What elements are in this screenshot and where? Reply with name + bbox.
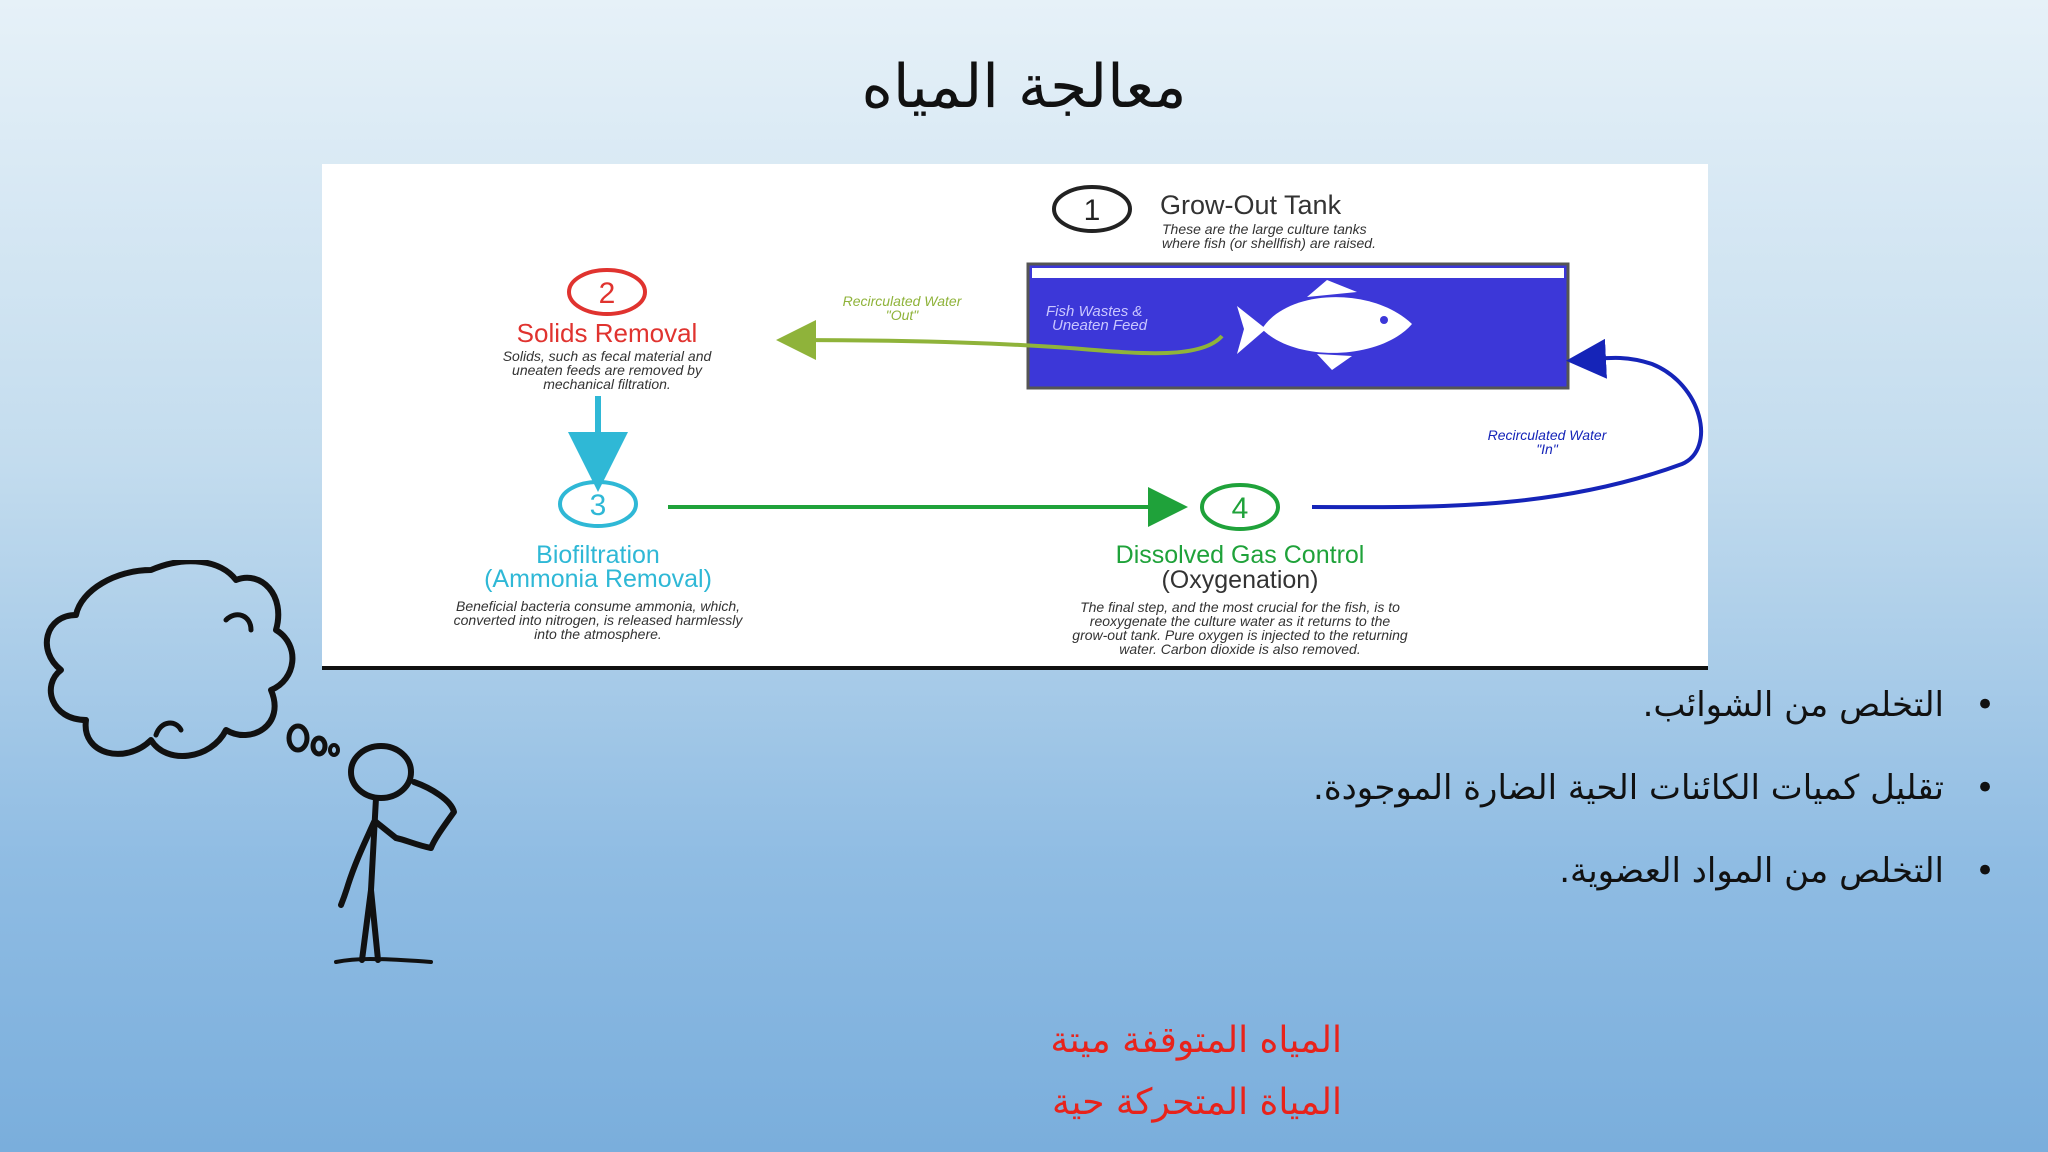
step3-number: 3 [589,489,607,522]
step4-desc-line4: water. Carbon dioxide is also removed. [1119,641,1361,657]
step3-desc-line1: Beneficial bacteria consume ammonia, which, [455,598,741,614]
thinking-stick-figure-icon [36,560,476,980]
step4-number: 4 [1231,492,1249,525]
step2-desc-line3: mechanical filtration. [543,376,671,392]
step4-title-line1: Dissolved Gas Control [1115,541,1365,569]
water-treatment-diagram [322,164,1708,670]
step2-desc-line2: uneaten feeds are removed by [512,362,702,378]
bullet-item [944,675,1996,758]
step4-desc-line3: grow-out tank. Pure oxygen is injected to the returning [1072,627,1408,643]
bullet-text: التخلص من المواد العضوية. [1559,851,1944,891]
step4-title-line2: (Oxygenation) [1161,566,1319,594]
step1-desc-line1: These are the large culture tanks [1162,221,1367,237]
in-label-line2: "In" [1536,441,1558,457]
step1-desc-line2: where fish (or shellfish) are raised. [1162,235,1376,251]
step3-desc-line2: converted into nitrogen, is released harmlessly [453,612,743,628]
bullet-item [944,758,1996,841]
note-line-2: المياة المتحركة حية [1052,1082,1342,1123]
note-line-1: المياه المتوقفة ميتة [1050,1020,1342,1061]
step4-desc-line2: reoxygenate the culture water as it returns to the [1089,613,1391,629]
slide-title: معالجة المياه [861,52,1187,122]
tank-label-line2: Uneaten Feed [1052,317,1148,334]
step1-title: Grow-Out Tank [1160,190,1342,220]
step2-title: Solids Removal [516,318,698,348]
bullet-marker: • [1974,851,1996,891]
in-label-line1: Recirculated Water [1487,427,1607,443]
step3-title-line1: Biofiltration [536,541,660,569]
step4-group [1072,485,1408,657]
step1-number: 1 [1083,194,1101,227]
step2-number: 2 [598,277,616,310]
out-label-line2: "Out" [885,307,919,323]
bullet-list [944,675,2000,924]
out-label-line1: Recirculated Water [842,293,962,309]
step1-group [1054,187,1376,251]
bullet-marker: • [1974,768,1996,808]
step2-group [503,270,713,392]
step3-title-line2: (Ammonia Removal) [484,565,712,593]
bullet-text: تقليل كميات الكائنات الحية الضارة الموجودة. [1313,768,1944,808]
grow-out-tank [1028,264,1568,388]
bullet-marker: • [1974,685,1996,725]
step4-desc-line1: The final step, and the most crucial for the fish, is to [1080,599,1400,615]
bullet-item [944,841,1996,924]
bullet-text: التخلص من الشوائب. [1642,685,1944,725]
tank-label-line1: Fish Wastes & [1046,303,1143,320]
step2-desc-line1: Solids, such as fecal material and [502,348,712,364]
step3-desc-line3: into the atmosphere. [534,626,662,642]
